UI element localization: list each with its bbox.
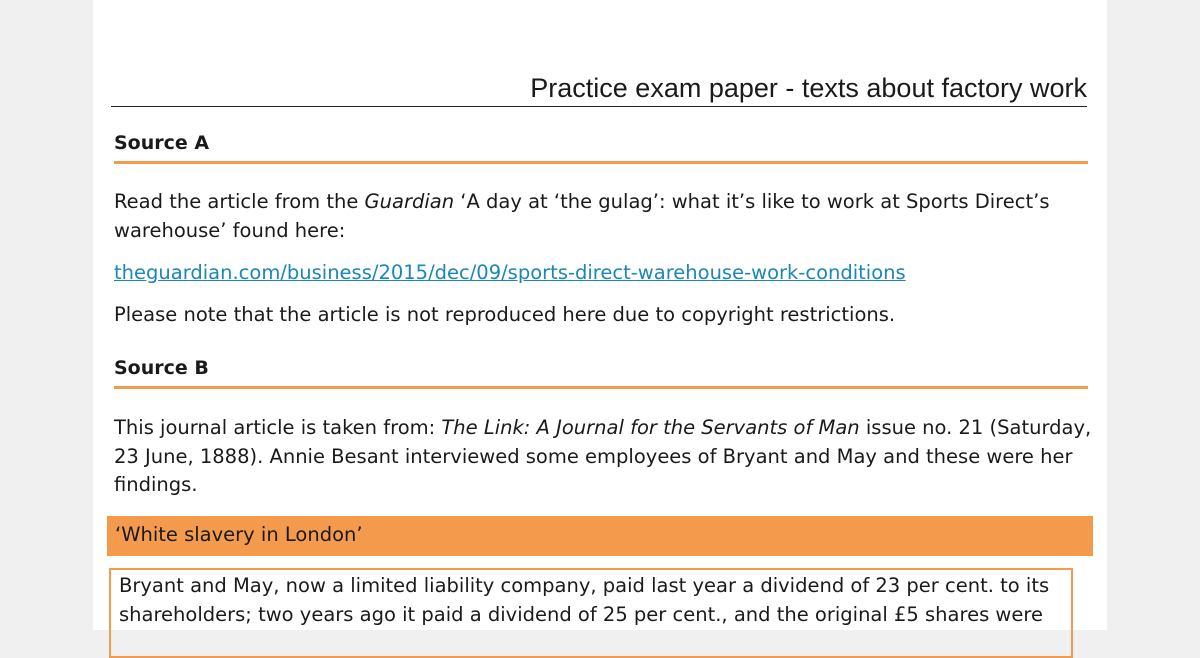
source-b-intro-text: This journal article is taken from: [114,416,442,439]
source-b-banner: ‘White slavery in London’ [107,516,1093,556]
source-b-quote-box: Bryant and May, now a limited liability company, paid last year a dividend of 23 per cent. to its shareholders; two years ago it paid a dividend of 25 per cent., and the original £5 shares were [109,568,1073,658]
page-title: Practice exam paper - texts about factory work [530,73,1087,103]
source-a-intro-text-end: ‘A day at ‘the gulag’: what it’s like to work at Sports Direct’s warehouse’ found here: [114,190,1050,242]
source-a-intro [114,188,1094,245]
source-b-heading: Source B [114,356,1088,389]
source-a-publication: Guardian [364,190,455,213]
source-b-intro-text-end: issue no. 21 (Saturday, 23 June, 1888). Annie Besant interviewed some employees of Bryant and May and these were her findings. [114,416,1092,496]
source-b-intro [114,414,1094,500]
source-a-heading: Source A [114,131,1088,164]
source-a-link-line [114,259,1094,288]
document-page [93,0,1107,630]
source-a-note: Please note that the article is not reproduced here due to copyright restrictions. [114,303,896,326]
source-a-link[interactable]: theguardian.com/business/2015/dec/09/sports-direct-warehouse-work-conditions [114,261,906,284]
page-header [111,72,1087,107]
source-a-intro-text: Read the article from the [114,190,365,213]
source-b-publication: The Link: A Journal for the Servants of Man [441,416,860,439]
